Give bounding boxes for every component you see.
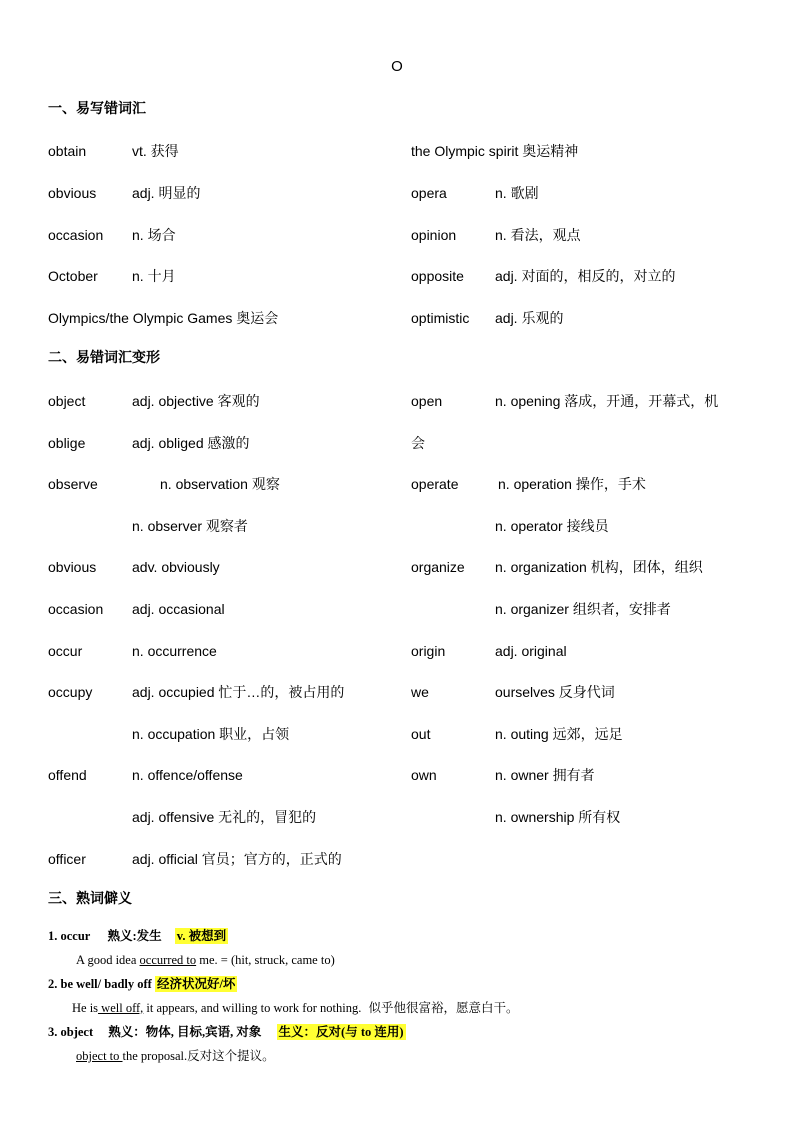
vocab-word: out bbox=[411, 726, 431, 742]
vocab-word: officer bbox=[48, 851, 86, 867]
vocab-definition: n. outing 远郊，远足 bbox=[495, 726, 623, 742]
vocab-definition: n. occurrence bbox=[132, 643, 217, 659]
example-translation: 反对这个提议。 bbox=[187, 1049, 275, 1063]
polysemy-headword: 1. occur bbox=[48, 929, 91, 943]
vocab-definition: adj. 对面的，相反的，对立的 bbox=[495, 268, 676, 284]
vocab-definition: adj. official 官员；官方的，正式的 bbox=[132, 851, 342, 867]
section-heading-1: 一、易写错词汇 bbox=[48, 101, 146, 117]
new-meaning-text: 生义：反对(与 bbox=[278, 1025, 358, 1039]
vocab-word: own bbox=[411, 767, 437, 783]
vocab-definition: adj. offensive 无礼的，冒犯的 bbox=[132, 809, 317, 825]
vocab-definition: adj. 明显的 bbox=[132, 185, 201, 201]
vocab-definition: n. opening 落成，开通，开幕式，机 bbox=[495, 393, 719, 409]
example-text: me. = (hit, struck, came to) bbox=[196, 953, 335, 967]
vocab-definition: n. 十月 bbox=[132, 268, 176, 284]
vocab-word: offend bbox=[48, 767, 87, 783]
vocab-word: obtain bbox=[48, 143, 87, 159]
example-underlined: occurred to bbox=[139, 953, 197, 967]
example-underlined: object to bbox=[76, 1049, 123, 1063]
new-meaning-highlight: 经济状况好/坏 bbox=[156, 977, 236, 991]
new-meaning-highlight bbox=[277, 1024, 406, 1040]
vocab-word: occur bbox=[48, 643, 83, 659]
polysemy-item-3 bbox=[48, 1023, 406, 1041]
known-meaning: 熟义：物体, 目标,宾语, 对象 bbox=[108, 1025, 262, 1039]
vocab-word: occupy bbox=[48, 684, 93, 700]
vocab-word: Olympics/the Olympic Games 奥运会 bbox=[48, 310, 279, 326]
vocab-word: obvious bbox=[48, 559, 97, 575]
section-heading-2: 二、易错词汇变形 bbox=[48, 350, 160, 366]
vocab-definition: vt. 获得 bbox=[132, 143, 179, 159]
vocab-definition: adj. original bbox=[495, 643, 567, 659]
vocab-word: we bbox=[411, 684, 429, 700]
new-meaning-highlight: v. 被想到 bbox=[176, 929, 227, 943]
example-text: He is bbox=[72, 1001, 99, 1015]
vocab-definition: n. observer 观察者 bbox=[132, 518, 248, 534]
example-underlined: well off, bbox=[98, 1001, 144, 1015]
example-sentence-1 bbox=[76, 951, 335, 969]
example-text: the proposal. bbox=[122, 1049, 188, 1063]
vocab-definition: adj. occupied 忙于…的，被占用的 bbox=[132, 684, 345, 700]
vocab-word: occasion bbox=[48, 601, 104, 617]
vocab-definition: n. ownership 所有权 bbox=[495, 809, 621, 825]
polysemy-headword: 2. be well/ badly off bbox=[48, 977, 152, 991]
vocab-word: opposite bbox=[411, 268, 464, 284]
section-heading-3: 三、熟词僻义 bbox=[48, 891, 132, 907]
vocab-word: object bbox=[48, 393, 86, 409]
vocab-word: occasion bbox=[48, 227, 104, 243]
vocab-word: 会 bbox=[411, 435, 425, 451]
polysemy-item-1 bbox=[48, 927, 228, 945]
vocab-definition: ourselves 反身代词 bbox=[495, 684, 615, 700]
vocab-word: the Olympic spirit 奥运精神 bbox=[411, 143, 579, 159]
vocab-word: observe bbox=[48, 476, 98, 492]
vocab-definition: adj. obliged 感激的 bbox=[132, 435, 250, 451]
example-text: A good idea bbox=[76, 953, 140, 967]
vocab-word: optimistic bbox=[411, 310, 470, 326]
vocab-definition: n. owner 拥有者 bbox=[495, 767, 595, 783]
page-title: O bbox=[391, 58, 403, 75]
vocab-word: oblige bbox=[48, 435, 86, 451]
polysemy-item-2 bbox=[48, 975, 237, 993]
example-sentence-2 bbox=[72, 999, 518, 1017]
vocab-word: opinion bbox=[411, 227, 457, 243]
example-text: it appears, and willing to work for nothing. bbox=[143, 1001, 362, 1015]
new-meaning-text: to bbox=[360, 1025, 372, 1039]
vocab-definition: n. organizer 组织者，安排者 bbox=[495, 601, 671, 617]
example-translation: 似乎他很富裕，愿意白干。 bbox=[368, 1001, 519, 1015]
vocab-definition: n. occupation 职业，占领 bbox=[132, 726, 290, 742]
vocab-definition: n. 歌剧 bbox=[495, 185, 539, 201]
vocab-word: obvious bbox=[48, 185, 97, 201]
vocab-definition: n. operator 接线员 bbox=[495, 518, 609, 534]
vocab-word: October bbox=[48, 268, 98, 284]
vocab-definition: n. operation 操作，手术 bbox=[498, 476, 646, 492]
vocab-definition: n. 场合 bbox=[132, 227, 176, 243]
vocab-definition: n. organization 机构，团体，组织 bbox=[495, 559, 703, 575]
vocab-word: opera bbox=[411, 185, 447, 201]
vocab-word: open bbox=[411, 393, 443, 409]
vocab-word: organize bbox=[411, 559, 465, 575]
vocab-definition: adj. occasional bbox=[132, 601, 225, 617]
polysemy-headword: 3. object bbox=[48, 1025, 94, 1039]
new-meaning-text: 连用) bbox=[374, 1025, 404, 1039]
vocab-definition: n. 看法，观点 bbox=[495, 227, 581, 243]
vocab-word: operate bbox=[411, 476, 459, 492]
example-sentence-3 bbox=[76, 1047, 275, 1065]
vocab-definition: adj. 乐观的 bbox=[495, 310, 564, 326]
vocab-definition: n. observation 观察 bbox=[160, 476, 280, 492]
known-meaning: 熟义:发生 bbox=[107, 929, 162, 943]
vocab-definition: n. offence/offense bbox=[132, 767, 243, 783]
vocab-definition: adv. obviously bbox=[132, 559, 220, 575]
vocab-word: origin bbox=[411, 643, 446, 659]
vocab-definition: adj. objective 客观的 bbox=[132, 393, 260, 409]
